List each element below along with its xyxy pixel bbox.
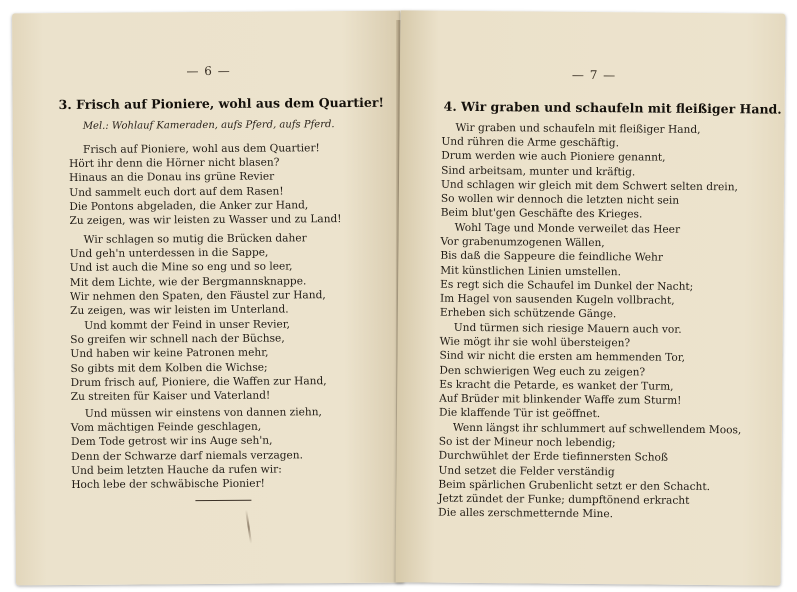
verse-line: Die klaffende Tür ist geöffnet.: [438, 406, 601, 421]
verse-line: Frisch auf Pioniere, wohl aus dem Quartier!: [82, 142, 320, 156]
verse-line: Jetzt zündet der Funke; dumpftönend erkracht: [438, 492, 690, 507]
verse-line: Und geh'n unterdessen in die Sappe,: [69, 246, 269, 261]
verse-line: Mit dem Lichte, wie der Bergmannsknappe.: [69, 274, 307, 289]
verse-line: Wir graben und schaufeln mit fleißiger Hand,: [455, 121, 701, 136]
verse-line: Hoch lebe der schwäbische Pionier!: [71, 477, 265, 491]
left-page: [12, 11, 404, 586]
verse-line: Und rühren die Arme geschäftig.: [441, 135, 620, 150]
page-number-right: — 7 —: [571, 67, 617, 83]
verse-line: Und haben wir keine Patronen mehr,: [70, 346, 269, 361]
verse-line: Hinaus an die Donau ins grüne Revier: [69, 170, 275, 185]
verse-line: Den schwierigen Weg euch zu zeigen?: [439, 364, 646, 379]
melody-note: Mel.: Wohlauf Kameraden, aufs Pferd, aufs Pferd.: [82, 119, 335, 132]
verse-line: Es regt sich die Schaufel im Dunkel der Nacht;: [440, 278, 694, 293]
verse-line: Dem Tode getrost wir ins Auge seh'n,: [70, 434, 273, 449]
verse-line: Vor grabenumzogenen Wällen,: [440, 235, 605, 250]
verse-line: Sind wir nicht die ersten am hemmenden Tor,: [439, 350, 686, 365]
verse-line: So gibts mit dem Kolben die Wichse;: [70, 361, 268, 375]
verse-line: Vom mächtigen Feinde geschlagen,: [70, 420, 262, 435]
verse-line: Auf Brüder mit blinkender Waffe zum Sturm!: [439, 392, 682, 407]
verse-line: So wollen wir dennoch die letzten nicht sein: [440, 192, 680, 207]
left-stanza-3: [70, 317, 327, 404]
page-number-left: — 6 —: [186, 63, 231, 79]
paper-crease: [245, 510, 252, 544]
verse-line: Die alles zerschmetternde Mine.: [438, 506, 614, 521]
verse-line: Wie mögt ihr sie wohl übersteigen?: [439, 335, 631, 350]
left-stanza-2: [70, 231, 326, 318]
verse-line: Und sammelt euch dort auf dem Rasen!: [69, 185, 284, 199]
verse-line: Und türmen sich riesige Mauern auch vor.: [453, 321, 682, 336]
verse-line: Es kracht die Petarde, es wanket der Turm,: [439, 378, 674, 393]
end-rule: [195, 500, 251, 501]
verse-line: Wir nehmen den Spaten, den Fäustel zur Hand,: [69, 288, 326, 303]
right-stanza-1: [441, 121, 739, 223]
verse-line: Sind arbeitsam, munter und kräftig.: [441, 164, 636, 178]
verse-line: Bis daß die Sappeure die feindliche Wehr: [440, 250, 663, 265]
verse-line: So ist der Mineur noch lebendig;: [438, 435, 616, 450]
verse-line: Wir schlagen so mutig die Brücken daher: [83, 232, 307, 246]
open-booklet: [10, 12, 787, 584]
song-title-4: 4. Wir graben und schaufeln mit fleißiger Hand.: [443, 98, 782, 117]
verse-line: Beim blut'gen Geschäfte des Krieges.: [440, 206, 643, 221]
verse-line: Drum frisch auf, Pioniere, die Waffen zur Hand,: [70, 374, 327, 389]
verse-line: Mit künstlichen Linien umstellen.: [440, 264, 622, 278]
verse-line: Und kommt der Feind in unser Revier,: [84, 318, 291, 332]
verse-line: Zu zeigen, was wir leisten im Unterland.: [70, 303, 289, 317]
verse-line: Erheben sich schützende Gänge.: [439, 306, 617, 321]
verse-line: Beim spärlichen Grubenlicht setzt er den Schacht.: [438, 478, 711, 493]
verse-line: Zu zeigen, was wir leisten zu Wasser und zu Land!: [69, 213, 342, 227]
verse-line: Und schlagen wir gleich mit dem Schwert selten drein,: [440, 178, 738, 194]
verse-line: Drum werden wie auch Pioniere genannt,: [441, 150, 666, 165]
left-stanza-4: [71, 405, 323, 492]
verse-line: Wenn längst ihr schlummert auf schwellendem Moos,: [452, 421, 742, 437]
left-stanza-1: [69, 141, 342, 228]
verse-line: Durchwühlet der Erde tiefinnersten Schoß: [438, 450, 669, 465]
verse-line: Wohl Tage und Monde verweilet das Heer: [454, 221, 681, 236]
right-stanza-4: [438, 421, 741, 523]
verse-line: Und setzet die Felder verständig: [438, 464, 615, 478]
right-stanza-2: [440, 221, 694, 323]
right-stanza-3: [439, 321, 685, 422]
verse-line: Und müssen wir einstens von dannen ziehn,: [84, 406, 322, 420]
song-title-3: 3. Frisch auf Pioniere, wohl aus dem Quartier!: [58, 94, 384, 113]
verse-line: So greifen wir schnell nach der Büchse,: [70, 332, 285, 347]
verse-line: Zu streiten für Kaiser und Vaterland!: [70, 389, 271, 403]
verse-line: Hört ihr denn die Hörner nicht blasen?: [69, 156, 280, 171]
right-page: [396, 10, 786, 585]
verse-line: Und ist auch die Mine so eng und so leer,: [69, 260, 293, 275]
verse-line: Die Pontons abgeladen, die Anker zur Hand,: [69, 199, 309, 213]
verse-line: Im Hagel von sausenden Kugeln vollbracht,: [439, 292, 675, 307]
verse-line: Denn der Schwarze darf niemals verzagen.: [71, 448, 304, 463]
verse-line: Und beim letzten Hauche da rufen wir:: [71, 463, 282, 477]
